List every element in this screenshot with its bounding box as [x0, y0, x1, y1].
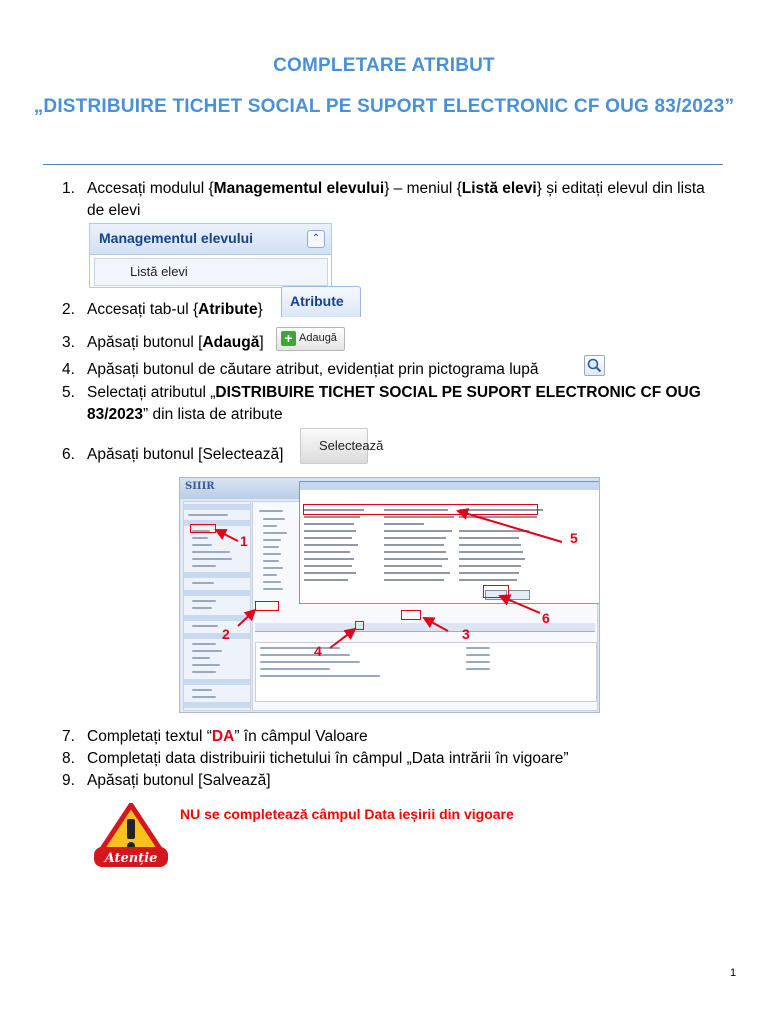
- tab-atribute[interactable]: [281, 286, 361, 317]
- step-number: 1.: [62, 180, 75, 197]
- callout-2: 2: [222, 626, 230, 642]
- menu-item-lista-elevi[interactable]: [94, 258, 328, 286]
- document-subtitle: „DISTRIBUIRE TICHET SOCIAL PE SUPORT ELECTRONIC CF OUG 83/2023”: [33, 96, 735, 117]
- step-text: Apăsați butonul [Selectează]: [87, 446, 284, 463]
- step-text: Completați data distribuirii tichetului în câmpul „Data intrării în vigoare”: [87, 750, 569, 767]
- callout-1: 1: [240, 533, 248, 549]
- magnifier-icon: [585, 356, 604, 375]
- add-button-label: Adaugă: [299, 332, 337, 344]
- document-title: COMPLETARE ATRIBUT: [273, 55, 495, 76]
- select-button-label: Selectează: [319, 438, 384, 453]
- step-number: 4.: [62, 361, 75, 378]
- warning-text: NU se completează câmpul Data ieșirii din vigoare: [180, 806, 514, 822]
- select-button[interactable]: [300, 428, 384, 464]
- tab-label: Atribute: [290, 293, 344, 309]
- step-number: 3.: [62, 334, 75, 351]
- header-divider: [43, 164, 723, 165]
- app-screenshot: [179, 477, 600, 713]
- step-text: Completați textul “DA” în câmpul Valoare: [87, 728, 368, 745]
- step-text: Apăsați butonul [Adaugă]: [87, 334, 264, 351]
- step-text: Selectați atributul „DISTRIBUIRE TICHET SOCIAL PE SUPORT ELECTRONIC CF OUG 83/2023” din lista de atribute: [87, 384, 701, 423]
- menu-item-label: Listă elevi: [130, 264, 188, 279]
- menu-panel-management: [89, 223, 332, 288]
- warning-triangle-icon: [92, 803, 170, 871]
- step-text: Apăsați butonul de căutare atribut, evidențiat prin pictograma lupă: [87, 361, 539, 378]
- step-number: 8.: [62, 750, 75, 767]
- search-button[interactable]: [584, 355, 605, 376]
- warning-badge-label: Atenție: [104, 851, 158, 866]
- plus-icon: +: [281, 331, 296, 346]
- step-text: Accesați tab-ul {Atribute}: [87, 301, 263, 318]
- step-text: Apăsați butonul [Salvează]: [87, 772, 271, 789]
- app-logo: SIIIR: [185, 481, 215, 492]
- menu-panel-header[interactable]: [90, 224, 331, 255]
- annotation-arrows: [180, 478, 599, 712]
- callout-3: 3: [462, 626, 470, 642]
- step-number: 6.: [62, 446, 75, 463]
- collapse-icon[interactable]: ⌃: [307, 230, 325, 248]
- step-number: 7.: [62, 728, 75, 745]
- callout-4: 4: [314, 643, 322, 659]
- step-number: 2.: [62, 301, 75, 318]
- step-text: Accesați modulul {Managementul elevului} – meniul {Listă elevi} și editați elevul din lista de elevi: [87, 180, 705, 219]
- warning-badge: [92, 803, 170, 871]
- callout-6: 6: [542, 610, 550, 626]
- step-number: 5.: [62, 384, 75, 401]
- callout-5: 5: [570, 530, 578, 546]
- menu-panel-title: Managementul elevului: [99, 230, 254, 246]
- add-button[interactable]: [276, 327, 345, 351]
- step-number: 9.: [62, 772, 75, 789]
- page-number: 1: [730, 967, 737, 979]
